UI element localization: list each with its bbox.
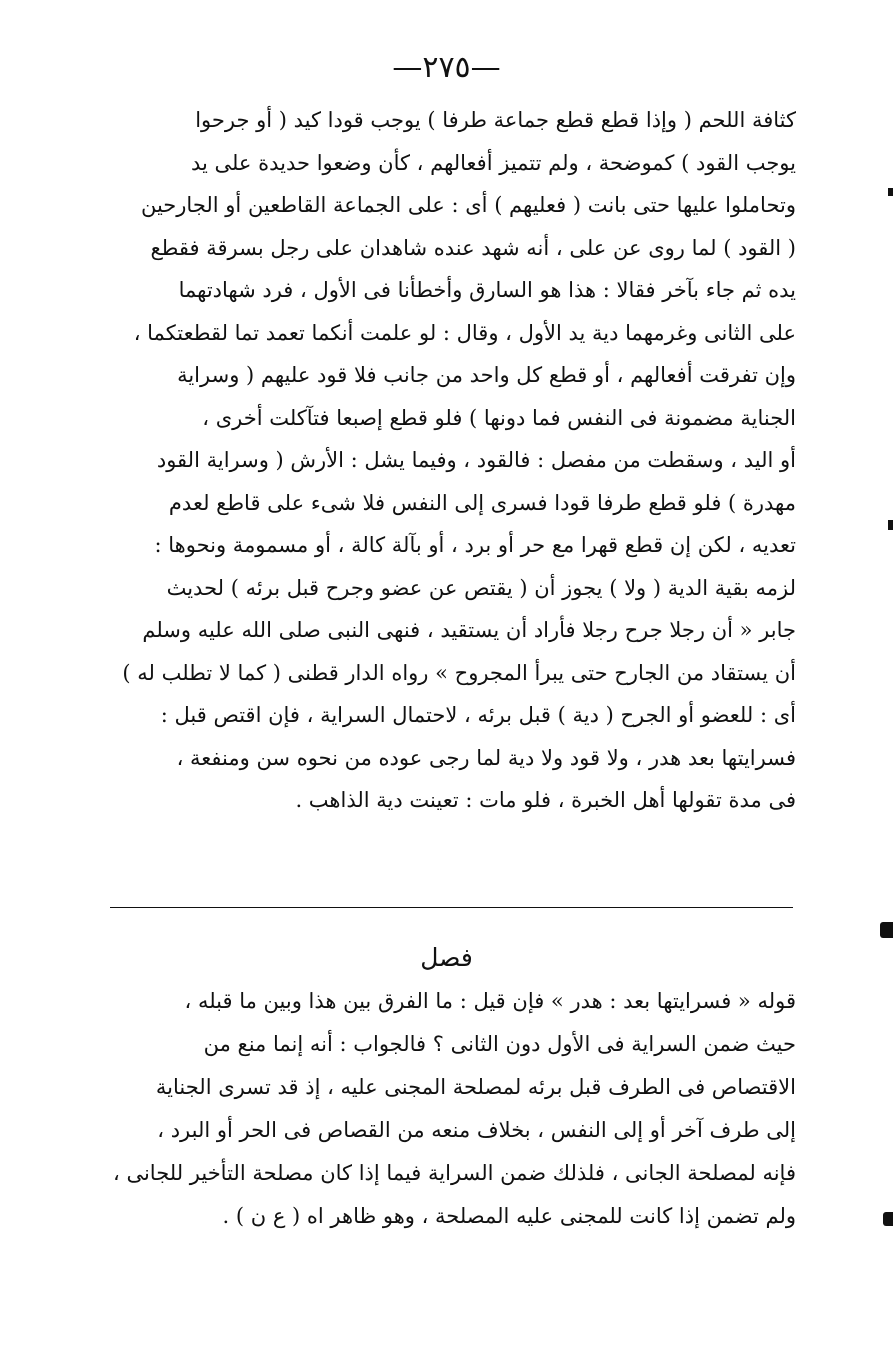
margin-mark bbox=[883, 1212, 893, 1226]
footnote-text-line: ولم تضمن إذا كانت للمجنى عليه المصلحة ، وهو ظاهر اه ( ع ن ) . bbox=[222, 1204, 796, 1228]
main-text-line: فسرايتها بعد هدر ، ولا قود ولا دية لما رجى عوده من نحوه سن ومنفعة ، bbox=[176, 745, 796, 770]
main-text-line: الجناية مضمونة فى النفس فما دونها ) فلو قطع إصبعا فتآكلت أخرى ، bbox=[202, 405, 796, 430]
main-text-line: تعديه ، لكن إن قطع قهرا مع حر أو برد ، أو بآلة كالة ، أو مسمومة ونحوها : bbox=[154, 533, 796, 557]
main-text-line: وإن تفرقت أفعالهم ، أو قطع كل واحد من جانب فلا قود عليهم ( وسراية bbox=[177, 363, 796, 387]
main-text-line: أن يستقاد من الجارح حتى يبرأ المجروح » رواه الدار قطنى ( كما لا تطلب له ) bbox=[122, 660, 796, 685]
main-text-line: ( القود ) لما روى عن على ، أنه شهد عنده شاهدان على رجل بسرقة فقطع bbox=[150, 235, 796, 260]
main-text-line: جابر « أن رجلا جرح رجلا فأراد أن يستقيد ، فنهى النبى صلى الله عليه وسلم bbox=[142, 618, 796, 642]
footnote-text bbox=[106, 980, 796, 1238]
main-text-line: كثافة اللحم ( وإذا قطع قطع جماعة طرفا ) يوجب قودا كيد ( أو جرحوا bbox=[195, 108, 796, 132]
footnote-text-line: إلى طرف آخر أو إلى النفس ، بخلاف منعه من القصاص فى الحر أو البرد ، bbox=[157, 1118, 796, 1142]
margin-mark bbox=[888, 188, 893, 196]
footnote-text-line: قوله « فسرايتها بعد : هدر » فإن قيل : ما الفرق بين هذا وبين ما قبله ، bbox=[184, 989, 796, 1013]
main-text bbox=[106, 99, 796, 822]
footnote-text-line: فإنه لمصلحة الجانى ، فلذلك ضمن السراية فيما إذا كان مصلحة التأخير للجانى ، bbox=[113, 1161, 796, 1185]
main-text-line: يده ثم جاء بآخر فقالا : هذا هو السارق وأخطأنا فى الأول ، فرد شهادتهما bbox=[178, 278, 796, 302]
main-text-line: أى : للعضو أو الجرح ( دية ) قبل برئه ، لاحتمال السراية ، فإن اقتص قبل : bbox=[160, 703, 796, 727]
page-number: —٢٧٥— bbox=[392, 50, 501, 85]
main-text-line: يوجب القود ) كموضحة ، ولم تتميز أفعالهم ، كأن وضعوا حديدة على يد bbox=[190, 150, 796, 175]
main-text-line: مهدرة ) فلو قطع طرفا قودا فسرى إلى النفس فلا شىء على قاطع لعدم bbox=[168, 490, 796, 515]
main-text-line: لزمه بقية الدية ( ولا ) يجوز أن ( يقتص عن عضو وجرح قبل برئه ) لحديث bbox=[166, 575, 796, 600]
footnote-text-line: حيث ضمن السراية فى الأول دون الثانى ؟ فالجواب : أنه إنما منع من bbox=[203, 1032, 796, 1056]
main-text-line: وتحاملوا عليها حتى بانت ( فعليهم ) أى : على الجماعة القاطعين أو الجارحين bbox=[140, 193, 796, 217]
section-heading: فصل bbox=[420, 943, 473, 972]
main-text-line: فى مدة تقولها أهل الخبرة ، فلو مات : تعينت دية الذاهب . bbox=[295, 788, 796, 812]
margin-mark bbox=[880, 922, 893, 938]
main-text-line: على الثانى وغرمهما دية يد الأول ، وقال : لو علمت أنكما تعمد تما لقطعتكما ، bbox=[133, 320, 796, 345]
section-divider bbox=[110, 907, 793, 908]
margin-mark bbox=[888, 520, 893, 530]
main-text-line: أو اليد ، وسقطت من مفصل : فالقود ، وفيما يشل : الأرش ( وسراية القود bbox=[156, 448, 796, 472]
footnote-text-line: الاقتصاص فى الطرف قبل برئه لمصلحة المجنى عليه ، إذ قد تسرى الجناية bbox=[155, 1075, 796, 1099]
